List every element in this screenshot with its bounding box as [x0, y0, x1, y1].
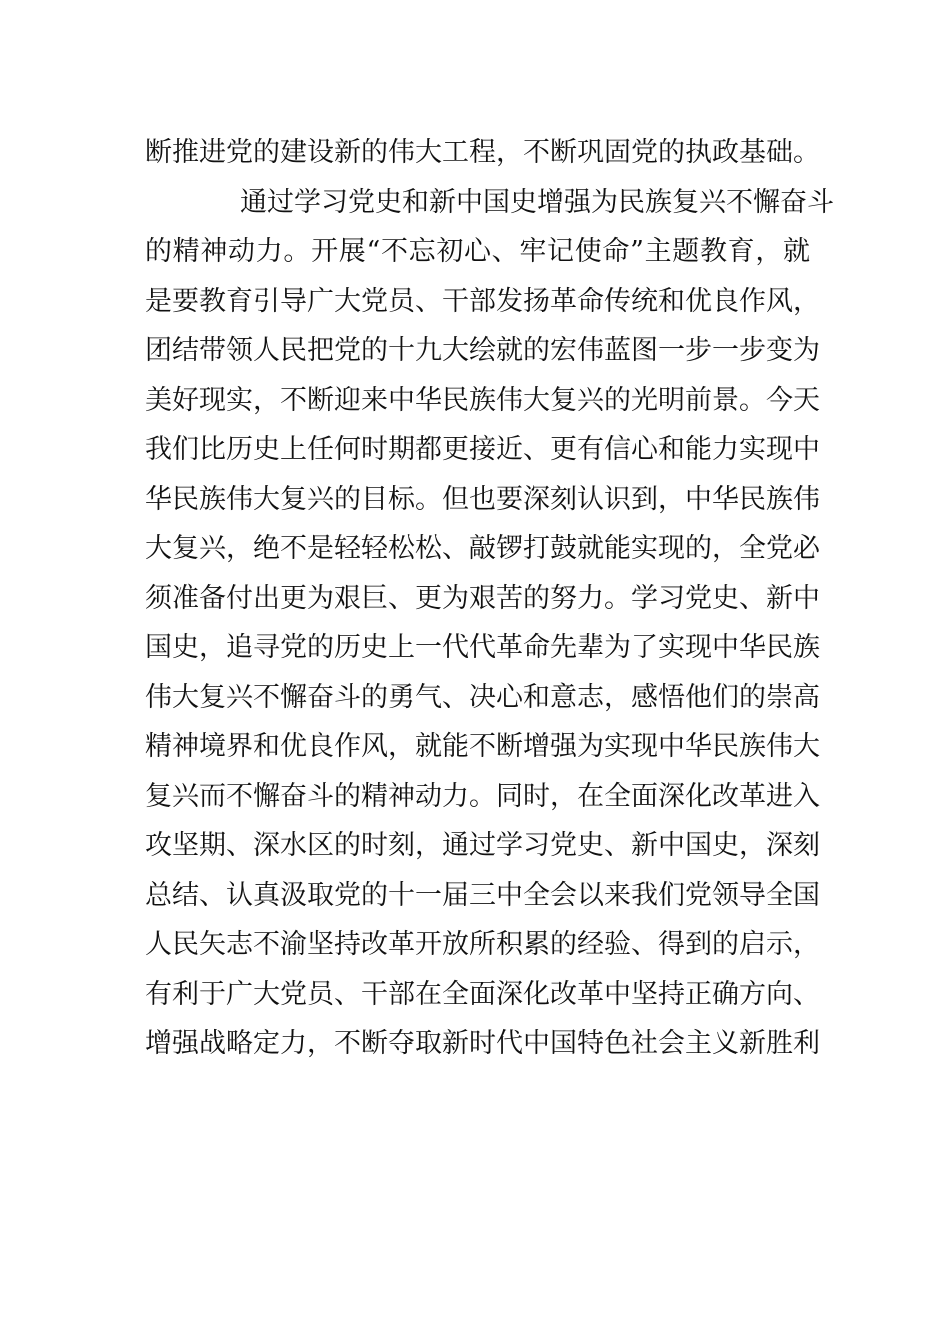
text-line: 须准备付出更为艰巨、更为艰苦的努力。学习党史、新中 — [145, 582, 820, 614]
body-text — [145, 128, 834, 1069]
paragraph-2 — [145, 178, 834, 1069]
text-line: 总结、认真汲取党的十一届三中全会以来我们党领导全国 — [145, 879, 820, 911]
text-line: 华民族伟大复兴的目标。但也要深刻认识到，中华民族伟 — [145, 483, 820, 515]
text-line: 断推进党的建设新的伟大工程，不断巩固党的执政基础。 — [145, 137, 820, 168]
text-line: 精神境界和优良作风，就能不断增强为实现中华民族伟大 — [145, 731, 820, 762]
text-line: 通过学习党史和新中国史增强为民族复兴不懈奋斗 — [240, 186, 834, 218]
text-line: 的精神动力。开展“不忘初心、牢记使命”主题教育，就 — [145, 236, 810, 267]
text-line: 人民矢志不渝坚持改革开放所积累的经验、得到的启示， — [145, 929, 820, 960]
text-line: 增强战略定力，不断夺取新时代中国特色社会主义新胜利 — [145, 1028, 820, 1059]
text-line: 伟大复兴不懈奋斗的勇气、决心和意志，感悟他们的崇高 — [145, 681, 820, 713]
text-line: 团结带领人民把党的十九大绘就的宏伟蓝图一步一步变为 — [145, 335, 820, 366]
text-line: 是要教育引导广大党员、干部发扬革命传统和优良作风， — [145, 285, 820, 317]
text-line: 美好现实，不断迎来中华民族伟大复兴的光明前景。今天 — [145, 384, 820, 416]
text-line: 我们比历史上任何时期都更接近、更有信心和能力实现中 — [145, 434, 820, 465]
text-line: 复兴而不懈奋斗的精神动力。同时，在全面深化改革进入 — [145, 780, 820, 812]
text-line: 攻坚期、深水区的时刻，通过学习党史、新中国史，深刻 — [145, 830, 820, 861]
text-line: 国史，追寻党的历史上一代代革命先辈为了实现中华民族 — [145, 632, 820, 663]
text-line: 有利于广大党员、干部在全面深化改革中坚持正确方向、 — [145, 978, 820, 1010]
paragraph-1 — [145, 128, 820, 178]
text-line: 大复兴，绝不是轻轻松松、敲锣打鼓就能实现的，全党必 — [145, 533, 820, 564]
